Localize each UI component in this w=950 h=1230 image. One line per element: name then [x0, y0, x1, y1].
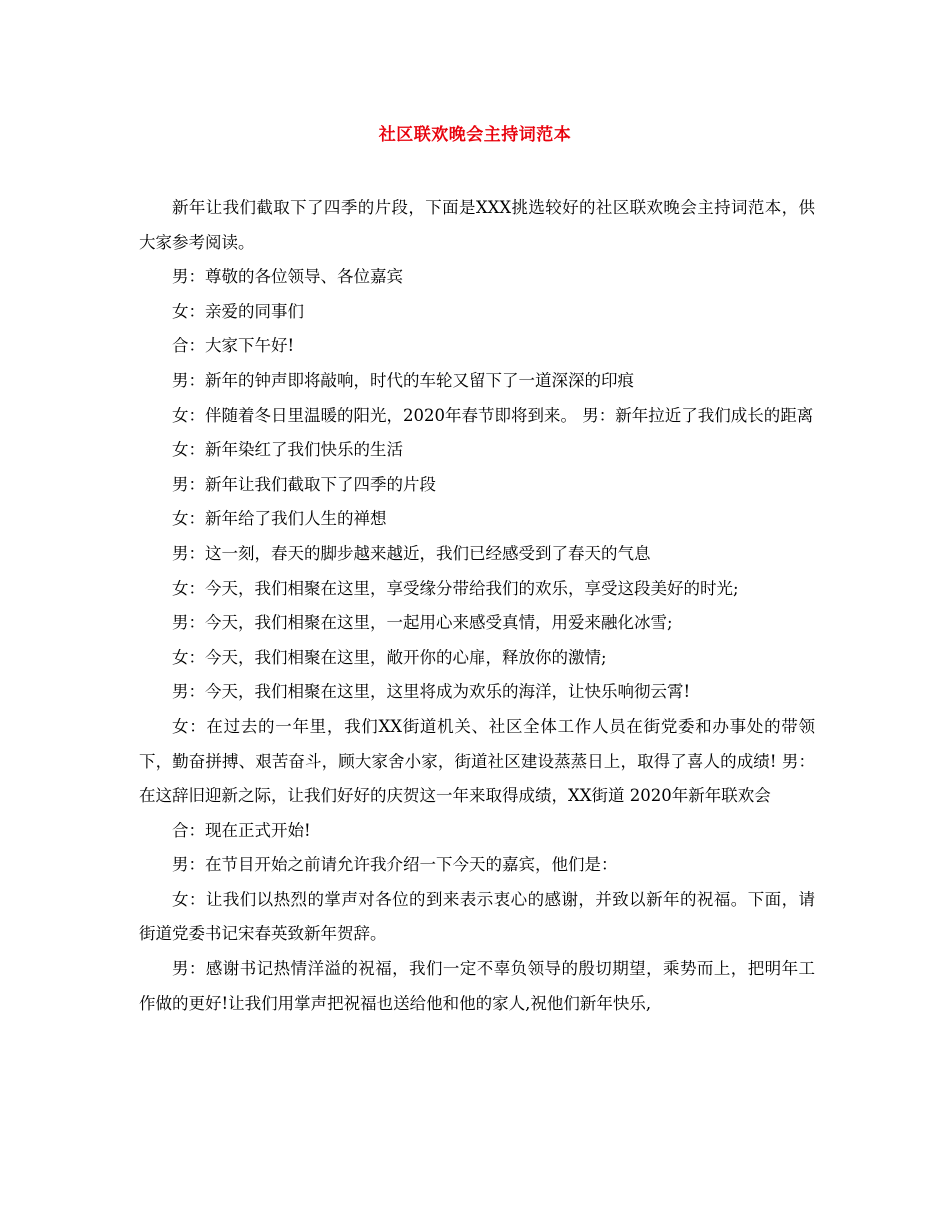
paragraph: 男：尊敬的各位领导、各位嘉宾 [172, 267, 403, 287]
paragraph: 男：在节目开始之前请允许我介绍一下今天的嘉宾，他们是： [172, 855, 618, 875]
paragraph: 新年让我们截取下了四季的片段，下面是XXX挑选较好的社区联欢晚会主持词范本，供大家参考阅读。 [139, 198, 815, 252]
paragraph: 男：感谢书记热情洋溢的祝福，我们一定不辜负领导的殷切期望，乘势而上，把明年工作做的更好!让我们用掌声把祝福也送给他和他的家人,祝他们新年快乐, [139, 959, 815, 1013]
paragraph: 男：新年的钟声即将敲响，时代的车轮又留下了一道深深的印痕 [172, 370, 634, 390]
paragraph: 女：在过去的一年里，我们XX街道机关、社区全体工作人员在街党委和办事处的带领下，勤奋拼搏、艰苦奋斗，顾大家舍小家，街道社区建设蒸蒸日上，取得了喜人的成绩! 男：在这辞旧迎新之际，让我们好好的庆贺这一年来取得成绩，XX街道 2020年新年联欢会 [139, 716, 815, 806]
paragraph: 女：让我们以热烈的掌声对各位的到来表示衷心的感谢，并致以新年的祝福。下面，请街道党委书记宋春英致新年贺辞。 [139, 889, 815, 944]
paragraph: 女：今天，我们相聚在这里，享受缘分带给我们的欢乐，享受这段美好的时光; [172, 578, 739, 598]
paragraph: 合：大家下午好! [172, 336, 295, 356]
document-body [139, 191, 815, 1021]
paragraph: 男：这一刻，春天的脚步越来越近，我们已经感受到了春天的气息 [172, 543, 651, 563]
paragraph: 女：伴随着冬日里温暖的阳光，2020年春节即将到来。 男：新年拉近了我们成长的距离 [172, 405, 814, 425]
paragraph: 合：现在正式开始! [172, 820, 311, 840]
paragraph: 男：今天，我们相聚在这里，这里将成为欢乐的海洋，让快乐响彻云霄! [172, 682, 691, 702]
paragraph: 女：今天，我们相聚在这里，敞开你的心扉，释放你的激情; [172, 647, 607, 667]
paragraph: 女：新年染红了我们快乐的生活 [172, 440, 403, 460]
document-title: 社区联欢晚会主持词范本 [378, 125, 572, 145]
paragraph: 男：新年让我们截取下了四季的片段 [172, 474, 436, 494]
paragraph: 女：亲爱的同事们 [172, 301, 304, 321]
paragraph: 女：新年给了我们人生的禅想 [172, 509, 387, 529]
paragraph: 男：今天，我们相聚在这里，一起用心来感受真情，用爱来融化冰雪; [172, 613, 673, 633]
